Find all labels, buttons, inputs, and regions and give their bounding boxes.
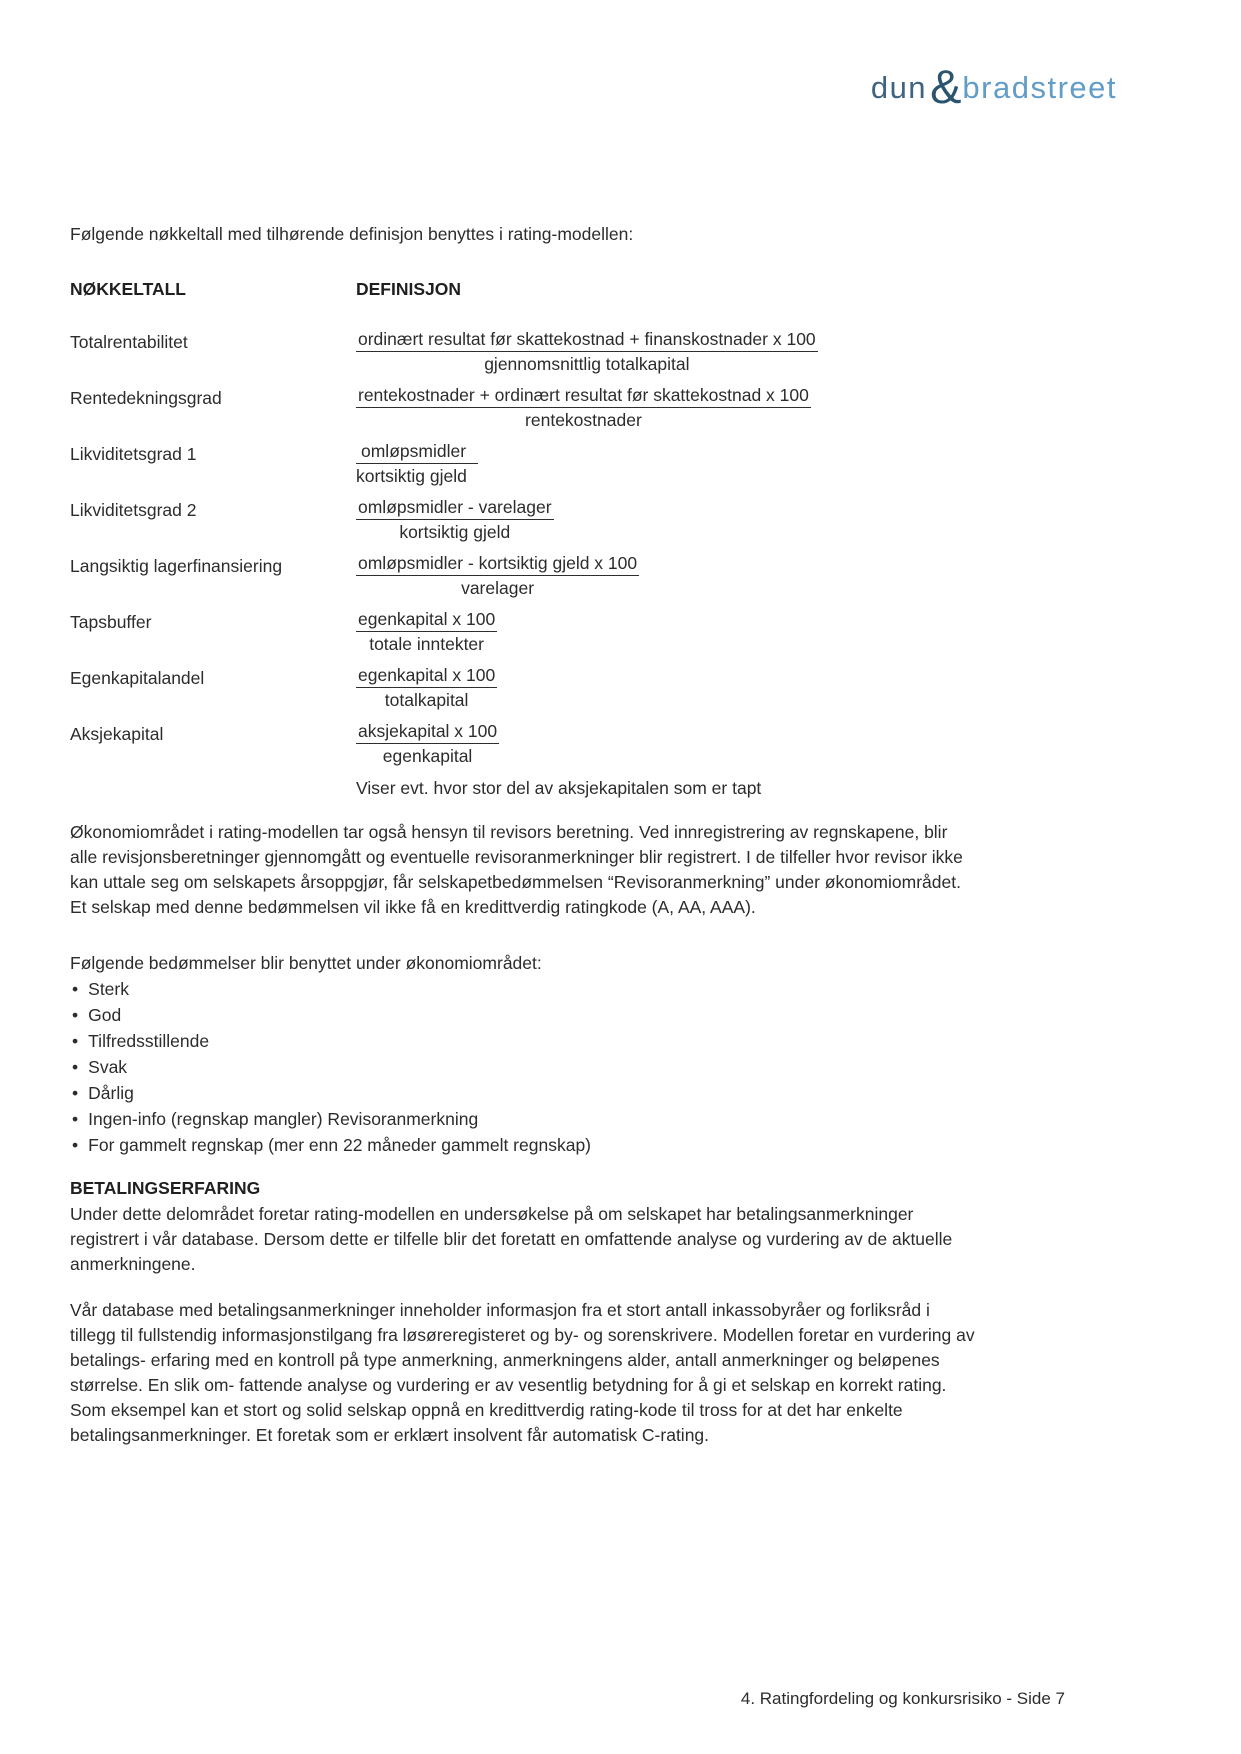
list-item bbox=[70, 1132, 975, 1158]
bullet-icon bbox=[72, 1080, 78, 1106]
list-item bbox=[70, 976, 975, 1002]
section-heading: BETALINGSERFARING bbox=[70, 1178, 261, 1198]
aksjekapital-note: Viser evt. hvor stor del av aksjekapitalen som er tapt bbox=[356, 778, 762, 798]
list-item bbox=[70, 1002, 975, 1028]
table-row bbox=[70, 720, 975, 767]
column-header-nokkeltall: NØKKELTALL bbox=[70, 279, 186, 299]
list-item-label: Sterk bbox=[88, 979, 129, 999]
ampersand-icon: & bbox=[930, 60, 962, 113]
list-item bbox=[70, 1054, 975, 1080]
ratio-formula bbox=[356, 328, 818, 375]
bullet-icon bbox=[72, 1054, 78, 1080]
ratio-label: Egenkapitalandel bbox=[70, 668, 205, 688]
list-item-label: Tilfredsstillende bbox=[88, 1031, 210, 1051]
bullet-icon bbox=[72, 1132, 78, 1158]
economy-paragraph: Økonomiområdet i rating-modellen tar også hensyn til revisors beretning. Ved innregistrering av regnskapene, blir alle revisjonsberetninger gjennomgått og eventuelle revisoranmerkninger blir registrert. I de tilfeller hvor revisor ikke kan uttale seg om selskapets årsoppgjør, får selskapetbedømmelsen “Revisoranmerkning” under økonomiområdet. Et selskap med denne bedømmelsen vil ikke få en kredittverdig ratingkode (A, AA, AAA). bbox=[70, 822, 963, 917]
ratio-formula bbox=[356, 720, 499, 767]
formula-denominator: varelager bbox=[461, 578, 535, 598]
ratio-formula bbox=[356, 664, 497, 711]
ratio-label: Likviditetsgrad 1 bbox=[70, 444, 197, 464]
table-header-row bbox=[70, 277, 975, 302]
key-figures-table bbox=[70, 277, 975, 801]
formula-denominator: totalkapital bbox=[384, 690, 469, 710]
ratio-label: Likviditetsgrad 2 bbox=[70, 500, 197, 520]
table-row bbox=[70, 384, 975, 431]
ratio-formula bbox=[356, 440, 478, 487]
formula-denominator: kortsiktig gjeld bbox=[356, 466, 467, 486]
list-item-label: Dårlig bbox=[88, 1083, 134, 1103]
list-item bbox=[70, 1106, 975, 1132]
formula-denominator: totale inntekter bbox=[369, 634, 484, 654]
bullet-icon bbox=[72, 1106, 78, 1132]
bullet-icon bbox=[72, 976, 78, 1002]
ratio-label: Totalrentabilitet bbox=[70, 332, 188, 352]
ratio-formula bbox=[356, 552, 639, 599]
table-row bbox=[70, 664, 975, 711]
bullet-icon bbox=[72, 1002, 78, 1028]
formula-denominator: rentekostnader bbox=[525, 410, 642, 430]
dun-bradstreet-logo bbox=[870, 60, 1117, 113]
intro-text: Følgende nøkkeltall med tilhørende definisjon benyttes i rating-modellen: bbox=[70, 224, 634, 244]
formula-denominator: kortsiktig gjeld bbox=[399, 522, 511, 542]
ratio-formula bbox=[356, 608, 497, 655]
formula-numerator: omløpsmidler - kortsiktig gjeld x 100 bbox=[356, 552, 639, 576]
ratio-label: Langsiktig lagerfinansiering bbox=[70, 556, 283, 576]
list-item bbox=[70, 1028, 975, 1054]
list-item-label: Ingen-info (regnskap mangler) Revisoranmerkning bbox=[88, 1109, 479, 1129]
formula-denominator: egenkapital bbox=[382, 746, 473, 766]
formula-numerator: rentekostnader + ordinært resultat før skattekostnad x 100 bbox=[356, 384, 811, 408]
formula-numerator: egenkapital x 100 bbox=[356, 664, 497, 688]
formula-numerator: omløpsmidler bbox=[356, 440, 478, 464]
column-header-definisjon: DEFINISJON bbox=[356, 279, 462, 299]
logo-text-bradstreet: bradstreet bbox=[962, 70, 1117, 105]
assessments-section bbox=[70, 950, 975, 1158]
formula-numerator: omløpsmidler - varelager bbox=[356, 496, 554, 520]
table-row bbox=[70, 552, 975, 599]
formula-numerator: ordinært resultat før skattekostnad + finanskostnader x 100 bbox=[356, 328, 818, 352]
list-item-label: God bbox=[88, 1005, 122, 1025]
bullet-icon bbox=[72, 1028, 78, 1054]
list-item-label: Svak bbox=[88, 1057, 128, 1077]
logo-text-dun: dun bbox=[870, 70, 928, 105]
list-item-label: For gammelt regnskap (mer enn 22 måneder gammelt regnskap) bbox=[88, 1135, 592, 1155]
ratio-label: Aksjekapital bbox=[70, 724, 164, 744]
ratio-formula bbox=[356, 496, 554, 543]
formula-denominator: gjennomsnittlig totalkapital bbox=[484, 354, 690, 374]
ratio-label: Tapsbuffer bbox=[70, 612, 152, 632]
betalingserfaring-paragraph-2: Vår database med betalingsanmerkninger inneholder informasjon fra et stort antall inkassobyråer og forliksråd i tillegg til fullstendig informasjonstilgang fra løsøreregisteret og by- og sorenskrivere. Modellen foretar en vurdering av betalings- erfaring med en kontroll på type anmerkning, anmerkningens alder, antall anmerkninger og beløpenes størrelse. En slik om- fattende analyse og vurdering er av vesentlig betydning for å gi et selskap en korrekt rating. Som eksempel kan et stort og solid selskap oppnå en kredittverdig rating-kode til tross for at det har enkelte betalingsanmerkninger. Et foretak som er erklært insolvent får automatisk C-rating. bbox=[70, 1300, 975, 1445]
page-footer: 4. Ratingfordeling og konkursrisiko - Side 7 bbox=[740, 1689, 1065, 1708]
table-row bbox=[70, 328, 975, 375]
table-row bbox=[70, 608, 975, 655]
betalingserfaring-section bbox=[70, 1176, 975, 1448]
ratio-formula bbox=[356, 384, 811, 431]
assessments-intro: Følgende bedømmelser blir benyttet under økonomiområdet: bbox=[70, 953, 542, 973]
list-item bbox=[70, 1080, 975, 1106]
table-row bbox=[70, 440, 975, 487]
formula-numerator: egenkapital x 100 bbox=[356, 608, 497, 632]
formula-numerator: aksjekapital x 100 bbox=[356, 720, 499, 744]
table-row bbox=[70, 496, 975, 543]
betalingserfaring-paragraph-1: Under dette delområdet foretar rating-modellen en undersøkelse på om selskapet har betalingsanmerkninger registrert i vår database. Dersom dette er tilfelle blir det foretatt en omfattende analyse og vurdering av de aktuelle anmerkningene. bbox=[70, 1204, 953, 1274]
ratio-label: Rentedekningsgrad bbox=[70, 388, 222, 408]
